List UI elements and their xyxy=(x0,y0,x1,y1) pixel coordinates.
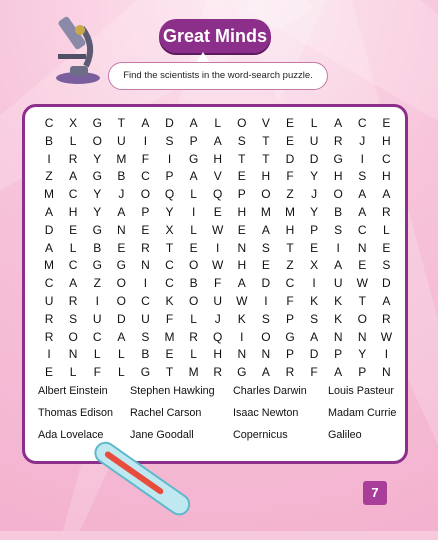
grid-letter[interactable]: P xyxy=(358,365,367,380)
grid-letter[interactable]: E xyxy=(382,116,391,130)
grid-letter[interactable]: E xyxy=(382,240,391,255)
grid-letter[interactable]: I xyxy=(216,240,220,255)
grid-letter[interactable]: N xyxy=(357,329,367,344)
grid-letter[interactable]: R xyxy=(189,329,198,344)
grid-letter[interactable]: N xyxy=(261,347,271,362)
grid-letter[interactable]: P xyxy=(310,222,319,237)
grid-letter[interactable]: I xyxy=(336,240,340,255)
grid-letter[interactable]: V xyxy=(261,116,270,130)
grid-letter[interactable]: H xyxy=(68,204,78,219)
grid-letter[interactable]: O xyxy=(140,187,151,202)
grid-letter[interactable]: S xyxy=(237,133,246,148)
grid-letter[interactable]: D xyxy=(309,347,319,362)
grid-letter[interactable]: A xyxy=(69,276,78,291)
grid-letter[interactable]: L xyxy=(69,365,77,380)
grid-letter[interactable]: H xyxy=(382,133,391,148)
grid-letter[interactable]: R xyxy=(333,133,343,148)
grid-letter[interactable]: C xyxy=(141,169,150,184)
grid-letter[interactable]: S xyxy=(165,133,174,148)
grid-letter[interactable]: G xyxy=(92,116,102,130)
grid-letter[interactable]: C xyxy=(357,222,367,237)
grid-letter[interactable]: A xyxy=(358,204,367,219)
grid-letter[interactable]: N xyxy=(237,240,247,255)
grid-letter[interactable]: C xyxy=(382,151,391,166)
grid-letter[interactable]: I xyxy=(167,151,172,166)
grid-letter[interactable]: C xyxy=(357,116,367,130)
grid-letter[interactable]: U xyxy=(116,133,126,148)
instruction-text: Find the scientists in the word-search puzzle. xyxy=(108,62,328,90)
grid-letter[interactable]: O xyxy=(92,133,102,148)
grid-letter[interactable]: D xyxy=(116,311,126,326)
grid-letter[interactable]: T xyxy=(165,240,174,255)
grid-letter[interactable]: L xyxy=(190,347,197,362)
grid-letter[interactable]: F xyxy=(214,276,222,291)
grid-letter[interactable]: R xyxy=(285,365,295,380)
grid-letter[interactable]: A xyxy=(382,293,391,308)
grid-letter[interactable]: R xyxy=(141,240,150,255)
grid-letter[interactable]: G xyxy=(92,258,102,273)
grid-letter[interactable]: K xyxy=(334,311,343,326)
grid-letter[interactable]: T xyxy=(286,240,294,255)
grid-letter[interactable]: A xyxy=(261,365,270,380)
word-list-item: Ada Lovelace xyxy=(38,429,104,441)
grid-letter[interactable]: L xyxy=(117,347,125,362)
grid-letter[interactable]: L xyxy=(214,116,222,130)
grid-letter[interactable]: S xyxy=(141,329,150,344)
grid-letter[interactable]: Z xyxy=(93,276,101,291)
grid-letter[interactable]: B xyxy=(117,169,126,184)
grid-letter[interactable]: M xyxy=(44,258,55,273)
grid-letter[interactable]: A xyxy=(141,116,150,130)
grid-letter[interactable]: R xyxy=(44,311,54,326)
grid-letter[interactable]: D xyxy=(382,276,391,291)
grid-letter[interactable]: I xyxy=(191,204,196,219)
grid-letter[interactable]: L xyxy=(69,240,77,255)
grid-letter[interactable]: L xyxy=(190,311,197,326)
grid-letter[interactable]: A xyxy=(213,133,222,148)
grid-letter[interactable]: C xyxy=(165,258,174,273)
grid-letter[interactable]: H xyxy=(285,222,295,237)
grid-letter[interactable]: E xyxy=(261,258,270,273)
grid-letter[interactable]: O xyxy=(237,116,247,130)
grid-letter[interactable]: R xyxy=(213,365,223,380)
grid-letter[interactable]: P xyxy=(141,204,150,219)
page-number: 7 xyxy=(363,481,387,505)
grid-letter[interactable]: H xyxy=(213,347,223,362)
grid-letter[interactable]: S xyxy=(69,311,78,326)
grid-letter[interactable]: T xyxy=(262,133,270,148)
grid-letter[interactable]: B xyxy=(141,347,150,362)
grid-letter[interactable]: A xyxy=(237,276,246,291)
grid-letter[interactable]: F xyxy=(286,169,294,184)
grid-letter[interactable]: L xyxy=(310,116,318,130)
grid-letter[interactable]: Y xyxy=(358,347,367,362)
grid-letter[interactable]: M xyxy=(188,365,199,380)
grid-letter[interactable]: T xyxy=(238,151,246,166)
grid-letter[interactable]: E xyxy=(358,258,367,273)
grid-letter[interactable]: B xyxy=(189,276,198,291)
grid-letter[interactable]: C xyxy=(285,276,295,291)
word-list-item: Jane Goodall xyxy=(130,429,194,441)
grid-letter[interactable]: A xyxy=(117,329,126,344)
grid-letter[interactable]: N xyxy=(116,222,126,237)
grid-letter[interactable]: P xyxy=(189,133,198,148)
grid-letter[interactable]: A xyxy=(334,258,343,273)
grid-letter[interactable]: H xyxy=(237,258,247,273)
grid-letter[interactable]: Y xyxy=(310,169,319,184)
grid-letter[interactable]: C xyxy=(141,293,150,308)
thermometer-icon xyxy=(70,420,190,540)
grid-letter[interactable]: J xyxy=(359,133,366,148)
grid-letter[interactable]: F xyxy=(286,293,294,308)
grid-letter[interactable]: R xyxy=(68,151,78,166)
grid-letter[interactable]: S xyxy=(261,240,270,255)
grid-letter[interactable]: H xyxy=(261,169,271,184)
grid-letter[interactable]: S xyxy=(382,258,391,273)
letter-grid xyxy=(37,115,398,382)
grid-letter[interactable]: E xyxy=(117,240,126,255)
grid-letter[interactable]: K xyxy=(237,311,246,326)
grid-letter[interactable]: A xyxy=(334,365,343,380)
grid-letter[interactable]: O xyxy=(188,293,199,308)
grid-letter[interactable]: A xyxy=(261,222,270,237)
grid-letter[interactable]: A xyxy=(310,329,319,344)
grid-letter[interactable]: A xyxy=(69,169,78,184)
grid-letter[interactable]: D xyxy=(165,116,174,130)
grid-letter[interactable]: N xyxy=(333,329,343,344)
grid-letter[interactable]: U xyxy=(141,311,150,326)
grid-letter[interactable]: P xyxy=(237,187,246,202)
grid-letter[interactable]: D xyxy=(261,276,271,291)
grid-letter[interactable]: I xyxy=(143,276,148,291)
grid-letter[interactable]: S xyxy=(358,169,367,184)
grid-letter[interactable]: O xyxy=(357,311,367,326)
grid-letter[interactable]: V xyxy=(213,169,222,184)
grid-letter[interactable]: J xyxy=(118,187,125,202)
microscope-icon xyxy=(48,6,108,86)
grid-letter[interactable]: T xyxy=(117,116,125,130)
grid-letter[interactable]: Y xyxy=(93,204,102,219)
grid-letter[interactable]: E xyxy=(213,204,222,219)
grid-letter[interactable]: A xyxy=(45,204,54,219)
grid-letter[interactable]: W xyxy=(380,329,393,344)
grid-letter[interactable]: P xyxy=(285,311,294,326)
grid-letter[interactable]: A xyxy=(189,116,198,130)
grid-letter[interactable]: F xyxy=(93,365,101,380)
grid-letter[interactable]: E xyxy=(285,133,294,148)
grid-letter[interactable]: A xyxy=(358,187,367,202)
grid-letter[interactable]: E xyxy=(237,169,246,184)
grid-letter[interactable]: F xyxy=(165,311,174,326)
grid-letter[interactable]: C xyxy=(68,258,78,273)
grid-letter[interactable]: J xyxy=(214,311,221,326)
grid-letter[interactable]: W xyxy=(236,293,248,308)
grid-letter[interactable]: E xyxy=(141,222,150,237)
grid-letter[interactable]: O xyxy=(116,276,126,291)
grid-letter[interactable]: W xyxy=(212,258,224,273)
grid-letter[interactable]: B xyxy=(334,204,343,219)
grid-letter[interactable]: D xyxy=(309,151,319,166)
grid-letter[interactable]: H xyxy=(213,151,223,166)
grid-letter[interactable]: A xyxy=(382,187,391,202)
grid-letter[interactable]: U xyxy=(44,293,54,308)
grid-letter[interactable]: S xyxy=(334,222,343,237)
grid-letter[interactable]: C xyxy=(92,329,102,344)
grid-letter[interactable]: E xyxy=(69,222,78,237)
grid-letter[interactable]: M xyxy=(116,151,127,166)
grid-letter[interactable]: B xyxy=(45,133,54,148)
grid-letter[interactable]: F xyxy=(310,365,318,380)
grid-letter[interactable]: G xyxy=(333,151,343,166)
grid-letter[interactable]: Y xyxy=(310,204,319,219)
grid-letter[interactable]: L xyxy=(190,222,197,237)
grid-letter[interactable]: N xyxy=(357,240,367,255)
grid-letter[interactable]: I xyxy=(312,276,316,291)
grid-letter[interactable]: N xyxy=(68,347,78,362)
grid-letter[interactable]: J xyxy=(311,187,318,202)
grid-letter[interactable]: K xyxy=(310,293,319,308)
grid-letter[interactable]: M xyxy=(260,204,271,219)
grid-letter[interactable]: O xyxy=(261,187,271,202)
grid-letter[interactable]: G xyxy=(285,329,295,344)
grid-letter[interactable]: Q xyxy=(164,187,175,202)
grid-letter[interactable]: O xyxy=(68,329,78,344)
grid-letter[interactable]: P xyxy=(165,169,174,184)
grid-letter[interactable]: D xyxy=(44,222,54,237)
grid-letter[interactable]: G xyxy=(188,151,199,166)
grid-letter[interactable]: U xyxy=(213,293,223,308)
grid-letter[interactable]: N xyxy=(141,258,150,273)
grid-letter[interactable]: I xyxy=(47,151,51,166)
word-list-item: Louis Pasteur xyxy=(328,385,395,397)
grid-letter[interactable]: Y xyxy=(93,187,102,202)
grid-letter[interactable]: Z xyxy=(45,169,53,184)
grid-letter[interactable]: L xyxy=(190,187,197,202)
grid-letter[interactable]: G xyxy=(237,365,247,380)
grid-letter[interactable]: A xyxy=(117,204,126,219)
grid-letter[interactable]: U xyxy=(92,311,102,326)
grid-letter[interactable]: P xyxy=(285,347,294,362)
grid-letter[interactable]: L xyxy=(93,347,101,362)
grid-letter[interactable]: E xyxy=(45,365,54,380)
grid-letter[interactable]: A xyxy=(334,116,343,130)
page-title: Great Minds xyxy=(159,19,271,53)
grid-letter[interactable]: E xyxy=(285,116,294,130)
grid-letter[interactable]: T xyxy=(165,365,174,380)
grid-letter[interactable]: Q xyxy=(213,329,223,344)
grid-letter[interactable]: X xyxy=(69,116,78,130)
grid-letter[interactable]: G xyxy=(92,222,102,237)
grid-letter[interactable]: E xyxy=(237,222,246,237)
grid-letter[interactable]: I xyxy=(384,347,389,362)
grid-letter[interactable]: L xyxy=(69,133,77,148)
word-list-item: Galileo xyxy=(328,429,362,441)
grid-letter[interactable]: Y xyxy=(165,204,174,219)
grid-letter[interactable]: I xyxy=(360,151,364,166)
grid-letter[interactable]: R xyxy=(68,293,78,308)
grid-letter[interactable]: T xyxy=(262,151,270,166)
word-list-item: Copernicus xyxy=(233,429,288,441)
grid-letter[interactable]: A xyxy=(189,169,198,184)
grid-letter[interactable]: I xyxy=(47,347,51,362)
grid-letter[interactable]: I xyxy=(95,293,99,308)
grid-letter[interactable]: W xyxy=(356,276,368,291)
grid-letter[interactable]: U xyxy=(333,276,343,291)
grid-letter[interactable]: I xyxy=(240,329,244,344)
grid-letter[interactable]: T xyxy=(358,293,366,308)
grid-letter[interactable]: Z xyxy=(286,258,294,273)
grid-letter[interactable]: O xyxy=(261,329,271,344)
grid-letter[interactable]: P xyxy=(334,347,343,362)
grid-letter[interactable]: C xyxy=(165,276,174,291)
grid-letter[interactable]: B xyxy=(93,240,102,255)
grid-letter[interactable]: L xyxy=(383,222,390,237)
grid-letter[interactable]: A xyxy=(45,240,54,255)
grid-letter[interactable]: W xyxy=(212,222,224,237)
word-list-item: Madam Currie xyxy=(328,407,397,419)
grid-letter[interactable]: H xyxy=(382,169,391,184)
grid-letter[interactable]: N xyxy=(382,365,391,380)
grid-letter[interactable]: Y xyxy=(93,151,102,166)
grid-letter[interactable]: U xyxy=(309,133,319,148)
grid-letter[interactable]: L xyxy=(117,365,125,380)
grid-letter[interactable]: O xyxy=(333,187,343,202)
grid-letter[interactable]: S xyxy=(310,311,319,326)
grid-letter[interactable]: E xyxy=(165,347,174,362)
grid-letter[interactable]: C xyxy=(68,187,78,202)
grid-letter[interactable]: E xyxy=(189,240,198,255)
grid-letter[interactable]: O xyxy=(188,258,199,273)
grid-letter[interactable]: D xyxy=(285,151,295,166)
grid-letter[interactable]: Q xyxy=(213,187,223,202)
grid-letter[interactable]: X xyxy=(310,258,319,273)
word-search-panel xyxy=(22,104,408,464)
grid-letter[interactable]: O xyxy=(116,293,126,308)
grid-letter[interactable]: R xyxy=(382,204,391,219)
grid-letter[interactable]: M xyxy=(284,204,295,219)
word-list-item: Thomas Edison xyxy=(38,407,114,419)
grid-letter[interactable]: I xyxy=(264,293,268,308)
word-list-item: Albert Einstein xyxy=(38,385,108,397)
grid-letter[interactable]: G xyxy=(140,365,151,380)
grid-letter[interactable]: H xyxy=(333,169,343,184)
grid-letter[interactable]: S xyxy=(261,311,270,326)
word-list-item: Charles Darwin xyxy=(233,385,307,397)
grid-letter[interactable]: M xyxy=(164,329,175,344)
grid-letter[interactable]: N xyxy=(237,347,247,362)
grid-letter[interactable]: C xyxy=(44,276,54,291)
grid-letter[interactable]: Z xyxy=(286,187,294,202)
grid-letter[interactable]: H xyxy=(237,204,247,219)
grid-letter[interactable]: C xyxy=(44,116,54,130)
grid-letter[interactable]: G xyxy=(92,169,102,184)
grid-letter[interactable]: R xyxy=(44,329,54,344)
grid-letter[interactable]: G xyxy=(116,258,126,273)
grid-letter[interactable]: X xyxy=(165,222,174,237)
grid-letter[interactable]: K xyxy=(334,293,343,308)
grid-letter[interactable]: M xyxy=(44,187,55,202)
grid-letter[interactable]: E xyxy=(310,240,319,255)
grid-letter[interactable]: I xyxy=(143,133,148,148)
grid-letter[interactable]: F xyxy=(141,151,150,166)
word-list-item: Isaac Newton xyxy=(233,407,299,419)
grid-letter[interactable]: R xyxy=(382,311,391,326)
word-list-item: Stephen Hawking xyxy=(130,385,215,397)
grid-letter[interactable]: K xyxy=(165,293,174,308)
word-list-item: Rachel Carson xyxy=(130,407,202,419)
